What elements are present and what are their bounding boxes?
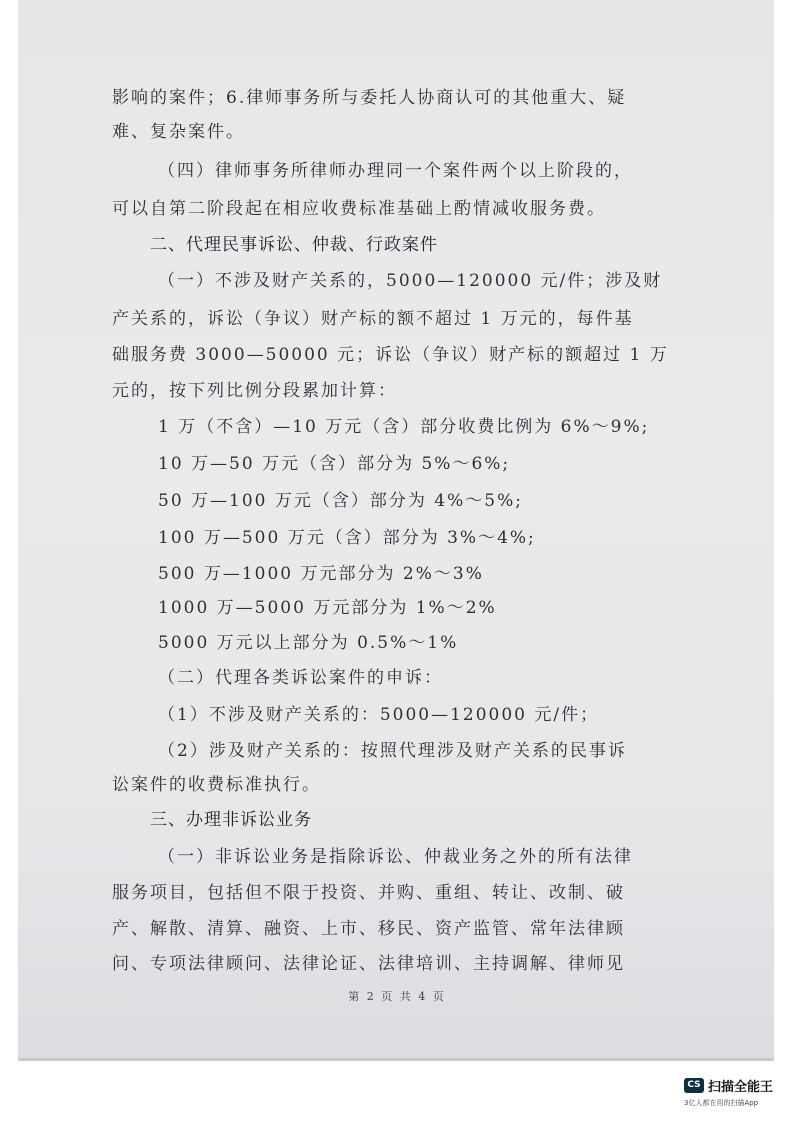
fee-tier-line: 10 万—50 万元（含）部分为 5%～6%;: [158, 454, 511, 474]
watermark-app-name: 扫描全能王: [708, 1080, 774, 1095]
text-line: （2）涉及财产关系的：按照代理涉及财产关系的民事诉: [158, 741, 627, 761]
text-line: 问、专项法律顾问、法律论证、法律培训、主持调解、律师见: [112, 954, 625, 974]
page-number: 第 2 页 共 4 页: [348, 990, 446, 1003]
scanner-watermark: [684, 1075, 784, 1115]
fee-tier-line: 500 万—1000 万元部分为 2%～3%: [158, 564, 484, 584]
text-line: 础服务费 3000—50000 元；诉讼（争议）财产标的额超过 1 万: [112, 345, 669, 365]
fee-tier-line: 5000 万元以上部分为 0.5%～1%: [158, 633, 459, 653]
scan-edge-shadow: [18, 1058, 774, 1061]
camscanner-logo-icon: CS: [684, 1078, 704, 1093]
fee-tier-line: 100 万—500 万元（含）部分为 3%～4%;: [158, 528, 536, 548]
text-line: 难、复杂案件。: [112, 122, 245, 142]
text-line: 产、解散、清算、融资、上市、移民、资产监管、常年法律顾: [112, 919, 625, 939]
text-line: （1）不涉及财产关系的：5000—120000 元/件；: [158, 705, 600, 725]
fee-tier-line: 1 万（不含）—10 万元（含）部分收费比例为 6%～9%;: [158, 417, 650, 437]
fee-tier-line: 50 万—100 万元（含）部分为 4%～5%;: [158, 491, 523, 511]
text-line: 产关系的，诉讼（争议）财产标的额不超过 1 万元的，每件基: [112, 309, 634, 329]
text-line: 元的，按下列比例分段累加计算：: [112, 381, 397, 401]
section-heading: 三、办理非诉讼业务: [150, 810, 312, 830]
text-line: （一）非诉讼业务是指除诉讼、仲裁业务之外的所有法律: [158, 847, 633, 867]
text-line: （二）代理各类诉讼案件的申诉：: [158, 668, 443, 688]
text-line: （一）不涉及财产关系的，5000—120000 元/件；涉及财: [158, 271, 663, 291]
fee-tier-line: 1000 万—5000 万元部分为 1%～2%: [158, 598, 497, 618]
text-line: 讼案件的收费标准执行。: [112, 775, 321, 795]
text-line: 影响的案件；6.律师事务所与委托人协商认可的其他重大、疑: [112, 88, 627, 108]
text-line: 可以自第二阶段起在相应收费标准基础上酌情减收服务费。: [112, 199, 606, 219]
watermark-tagline: 3亿人都在用的扫描App: [684, 1099, 759, 1107]
text-line: （四）律师事务所律师办理同一个案件两个以上阶段的，: [158, 161, 633, 181]
text-line: 服务项目，包括但不限于投资、并购、重组、转让、改制、破: [112, 883, 625, 903]
section-heading: 二、代理民事诉讼、仲裁、行政案件: [150, 235, 438, 255]
